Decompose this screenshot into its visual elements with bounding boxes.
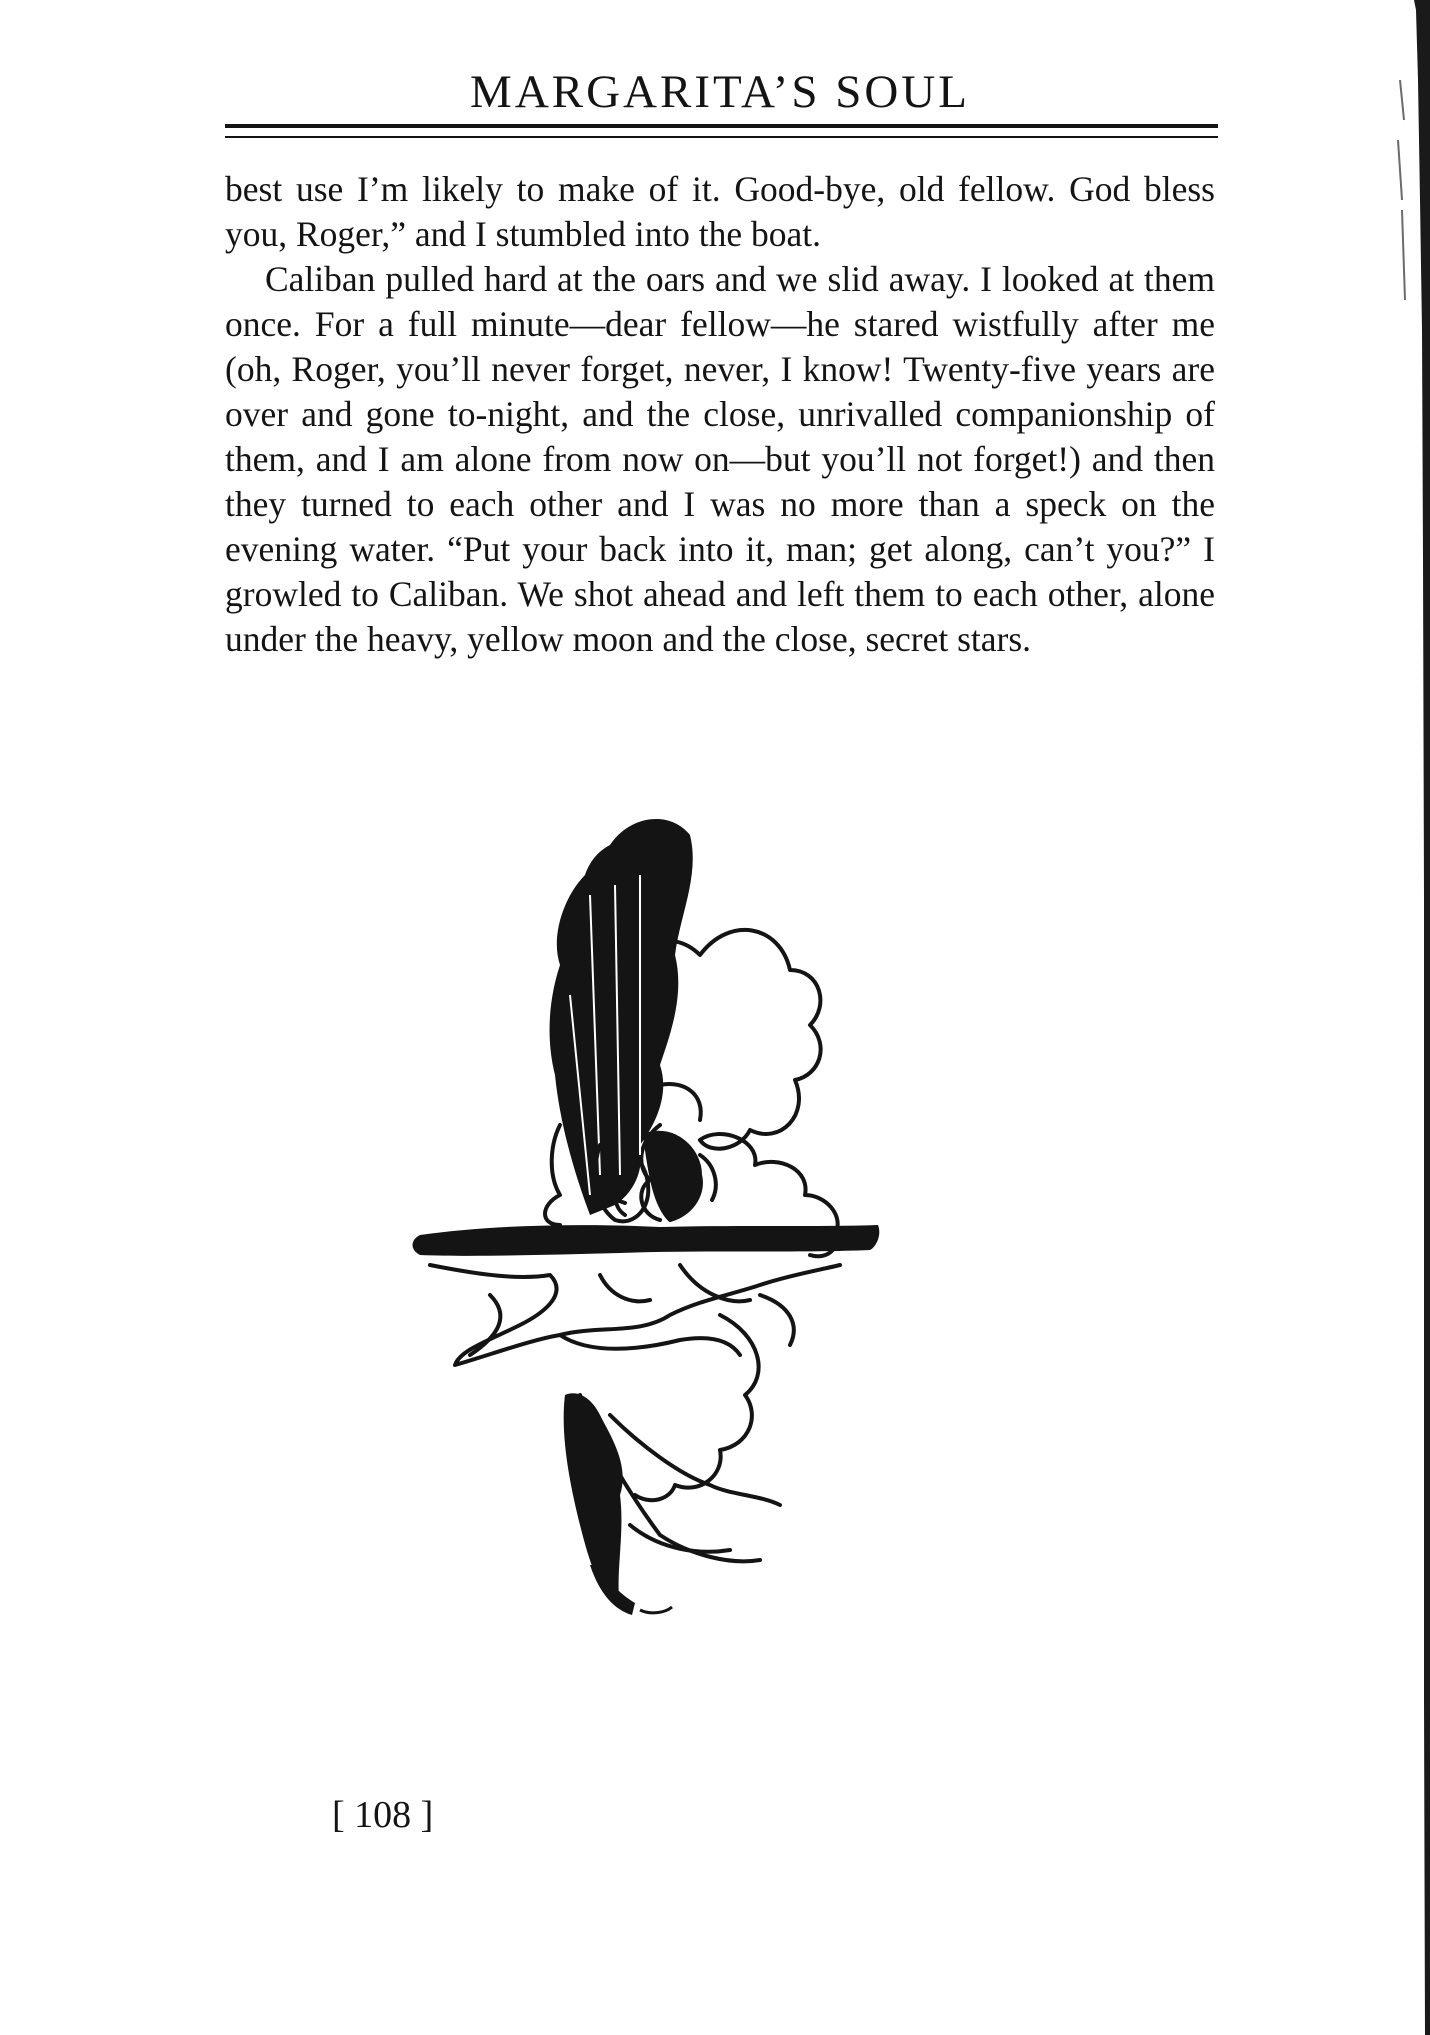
paragraph: Caliban pulled hard at the oars and we slid away. I looked at them once. For a full minute—dear fellow—he stared wistfully after me (oh, Roger, you’ll never forget, never, I know! Twenty-five years are over and gone to-night, and the close, unrivalled companionship of them, and I am alone from now on—but you’ll not forget!) and then they turned to each other and I was no more than a speck on the evening water. “Put your back into it, man; get along, can’t you?” I growled to Caliban. We shot ahead and left them to each other, alone under the heavy, yellow moon and the close, secret stars.	[225, 259, 1215, 659]
binding-edge	[1390, 0, 1430, 2035]
header-rule-thick	[225, 124, 1218, 128]
paragraph-continued: best use I’m likely to make of it. Good-bye, old fellow. God bless you, Roger,” and I stumbled into the boat.	[225, 169, 1215, 254]
figure-hair	[645, 1133, 701, 1220]
page-number: [ 108 ]	[332, 1794, 434, 1836]
ink-illustration	[400, 795, 1040, 1635]
waterline	[413, 1225, 880, 1256]
reflection-cloud	[635, 1315, 759, 1500]
header-rule-thin	[225, 136, 1218, 138]
running-title: MARGARITA’S SOUL	[470, 66, 970, 118]
reflection-swirl	[430, 1265, 840, 1365]
body-text	[225, 167, 1215, 662]
